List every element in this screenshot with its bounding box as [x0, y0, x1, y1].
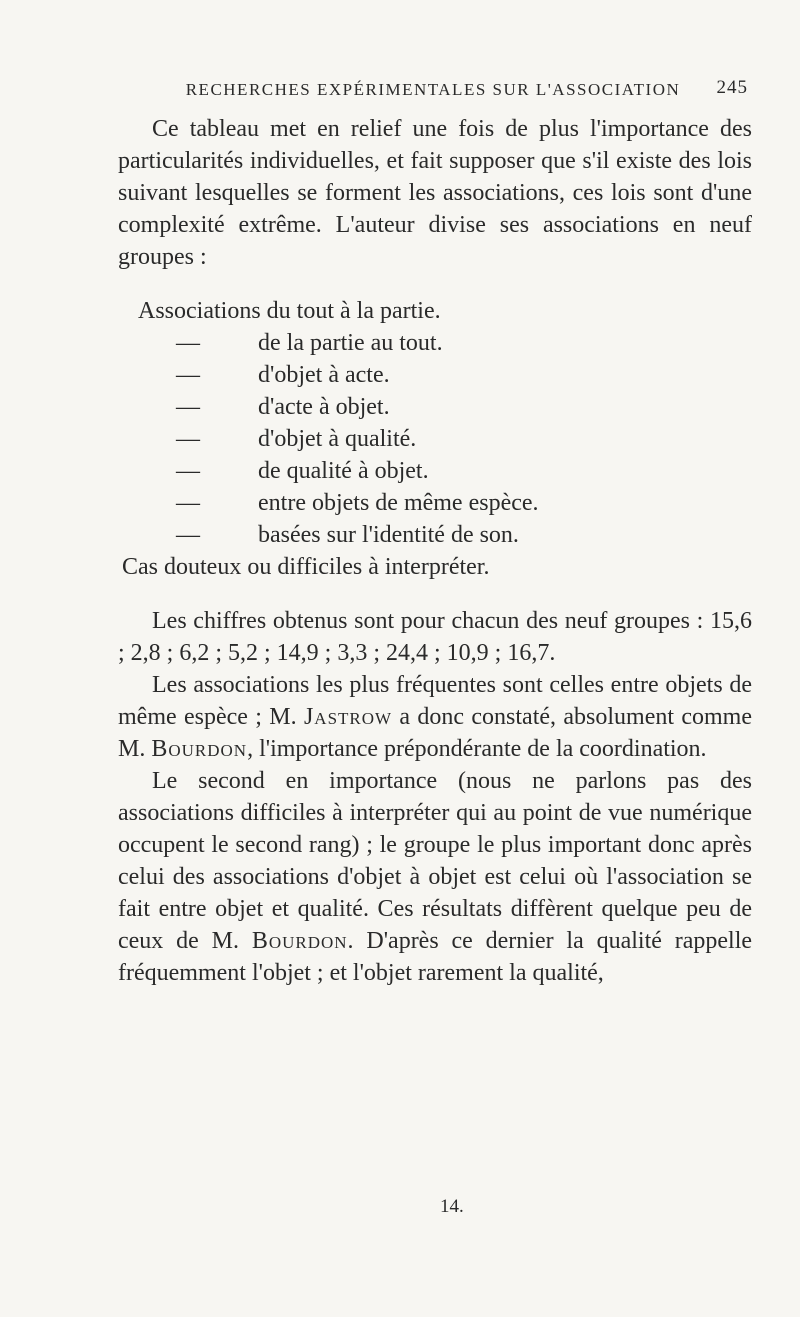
signature-mark: 14.	[440, 1196, 464, 1217]
dash: —	[176, 330, 200, 356]
author-name: Bourdon	[151, 736, 248, 762]
group-item-text: de qualité à objet.	[258, 458, 429, 484]
group-item-text: entre objets de même espèce.	[258, 490, 539, 516]
group-item-2	[118, 327, 752, 359]
group-item-text: de la partie au tout.	[258, 330, 443, 356]
dash: —	[176, 394, 200, 420]
paragraph-4	[118, 765, 752, 989]
running-header	[118, 77, 748, 100]
running-title: RECHERCHES EXPÉRIMENTALES SUR L'ASSOCIATION	[185, 80, 681, 99]
group-item-5	[118, 423, 752, 455]
author-name: Bourdon	[251, 928, 348, 954]
intro-paragraph: Ce tableau met en relief une fois de plus l'importance des particularités individuelles, et fait supposer que s'il existe des lois suivant lesquelles se forment les associations, ces lois sont d'une complexité extrême. L'auteur divise ses associations en neuf groupes :	[118, 116, 752, 270]
group-item-9: Cas douteux ou difficiles à interpréter.	[122, 554, 490, 580]
page-number: 245	[716, 77, 748, 98]
group-item-text: d'acte à objet.	[258, 394, 390, 420]
dash: —	[176, 458, 200, 484]
text-run: . D'après ce dernier la qualité rappelle fréquemment l'objet ; et l'objet rarement la qualité,	[118, 928, 753, 986]
group-item-8	[118, 519, 752, 551]
text-run: , l'importance prépondérante de la coordination.	[247, 736, 707, 762]
text-run: Les associations les plus fréquentes sont celles entre objets de même espèce ; M.	[118, 672, 752, 730]
group-item-6	[118, 455, 752, 487]
body-text	[118, 113, 752, 989]
group-item-7	[118, 487, 752, 519]
group-item-text: d'objet à qualité.	[258, 426, 417, 452]
group-item-text: basées sur l'identité de son.	[258, 522, 519, 548]
paragraph-3	[118, 669, 752, 765]
text-run: a donc constaté, absolument comme M.	[118, 704, 752, 762]
groups-list	[118, 295, 752, 583]
dash: —	[176, 362, 200, 388]
group-item-4	[118, 391, 752, 423]
group-item-3	[118, 359, 752, 391]
dash: —	[176, 490, 200, 516]
author-name: Jastrow	[303, 704, 393, 730]
group-item-1: Associations du tout à la partie.	[138, 298, 441, 324]
figures-paragraph: Les chiffres obtenus sont pour chacun des neuf groupes : 15,6 ; 2,8 ; 6,2 ; 5,2 ; 14,9 ; 3,3 ; 24,4 ; 10,9 ; 16,7.	[118, 608, 752, 666]
dash: —	[176, 426, 200, 452]
text-run: Le second en importance (nous ne parlons pas des associations difficiles à interpréter qui au point de vue numérique occupent le second rang) ; le groupe le plus important donc après celui des associations d'objet à objet est celui où l'association se fait entre objet et qualité. Ces résultats diffèrent quelque peu de ceux de M.	[118, 768, 752, 954]
group-item-text: d'objet à acte.	[258, 362, 390, 388]
dash: —	[176, 522, 200, 548]
